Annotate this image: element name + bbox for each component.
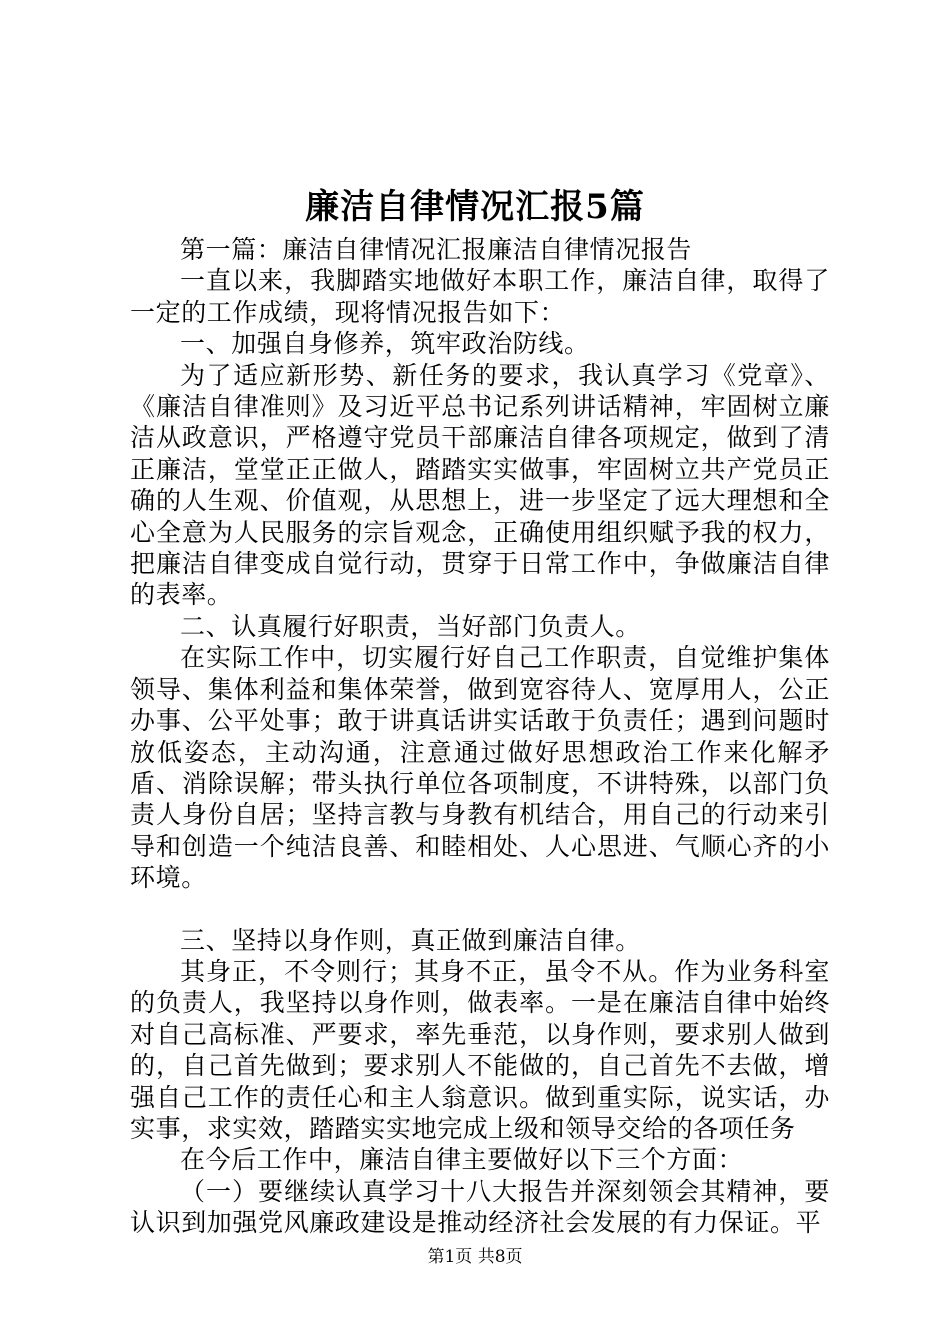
document-title: 廉洁自律情况汇报5篇	[305, 187, 645, 227]
paragraph-section-1: 为了适应新形势、新任务的要求，我认真学习《党章》、《廉洁自律准则》及习近平总书记系列讲话精神，牢固树立廉洁从政意识，严格遵守党员干部廉洁自律各项规定，做到了清正廉洁，堂堂正正做人，踏踏实实做事，牢固树立共产党员正确的人生观、价值观，从思想上，进一步坚定了远大理想和全心全意为人民服务的宗旨观念，正确使用组织赋予我的权力，把廉洁自律变成自觉行动，贯穿于日常工作中，争做廉洁自律的表率。	[130, 360, 830, 610]
paragraph-heading-first-article: 第一篇：廉洁自律情况汇报廉洁自律情况报告	[180, 235, 693, 264]
document-body	[130, 234, 830, 1239]
section-heading-3: 三、坚持以身作则，真正做到廉洁自律。	[180, 925, 641, 955]
paragraph-intro: 一直以来，我脚踏实地做好本职工作，廉洁自律，取得了一定的工作成绩，现将情况报告如下：	[130, 266, 830, 327]
page-number-footer: 第1页 共8页	[427, 1247, 523, 1267]
section-heading-2: 二、认真履行好职责，当好部门负责人。	[180, 611, 641, 641]
paragraph-item-1: （一）要继续认真学习十八大报告并深刻领会其精神，要认识到加强党风廉政建设是推动经济社会发展的有力保证。平	[130, 1176, 830, 1238]
paragraph-future-work: 在今后工作中，廉洁自律主要做好以下三个方面：	[180, 1145, 744, 1175]
paragraph-section-3: 其身正，不令则行；其身不正，虽令不从。作为业务科室的负责人，我坚持以身作则，做表率。一是在廉洁自律中始终对自己高标准、严要求，率先垂范，以身作则，要求别人做到的，自己首先做到；要求别人不能做的，自己首先不去做，增强自己工作的责任心和主人翁意识。做到重实际，说实话，办实事，求实效，踏踏实实地完成上级和领导交给的各项任务	[130, 956, 830, 1143]
section-heading-1: 一、加强自身修养，筑牢政治防线。	[180, 329, 590, 359]
paragraph-section-2: 在实际工作中，切实履行好自己工作职责，自觉维护集体领导、集体利益和集体荣誉，做到宽容待人、宽厚用人，公正办事、公平处事；敢于讲真话讲实话敢于负责任；遇到问题时放低姿态，主动沟通，注意通过做好思想政治工作来化解矛盾、消除误解；带头执行单位各项制度，不讲特殊，以部门负责人身份自居；坚持言教与身教有机结合，用自己的行动来引导和创造一个纯洁良善、和睦相处、人心思进、气顺心齐的小环境。	[130, 643, 830, 893]
